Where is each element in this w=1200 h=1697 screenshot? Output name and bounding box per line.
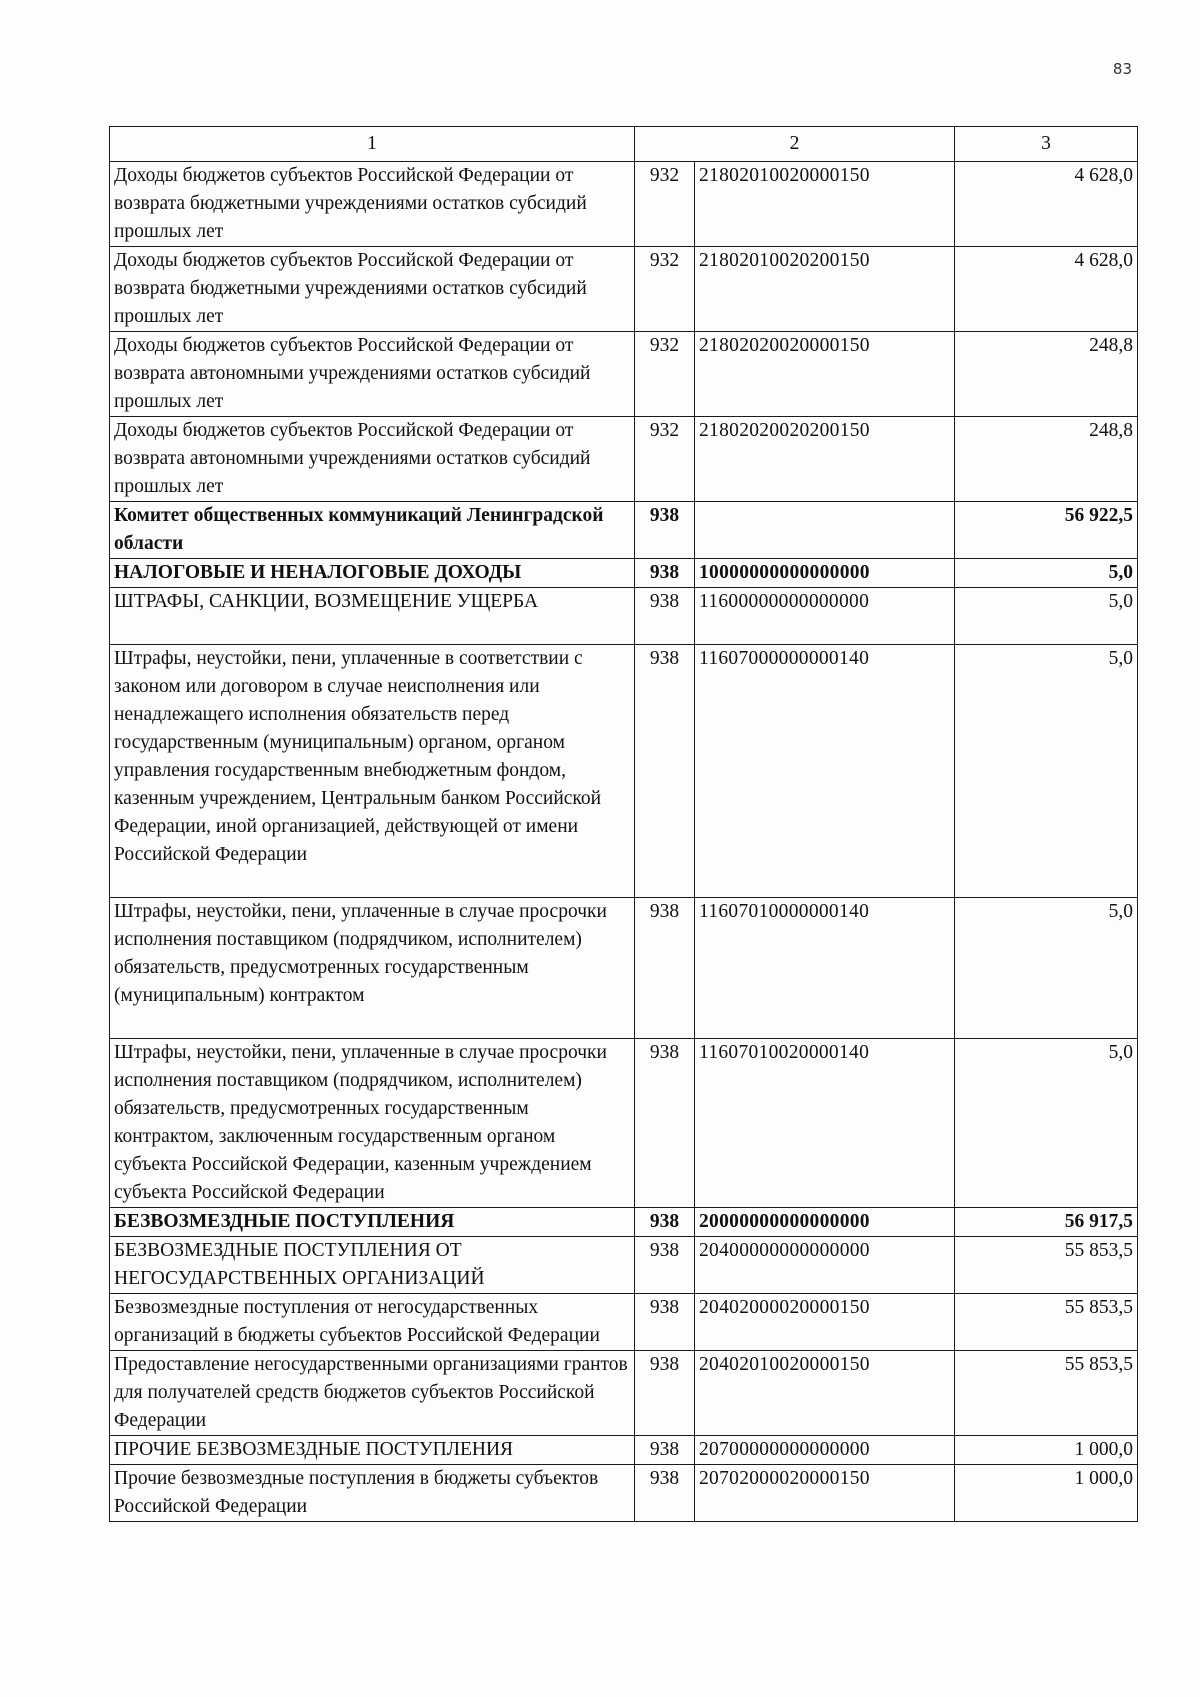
row-amount: 55 853,5 [955, 1237, 1138, 1294]
row-admin-code: 938 [635, 1208, 695, 1237]
row-name: Доходы бюджетов субъектов Российской Федерации от возврата автономными учреждениями остатков субсидий прошлых лет [110, 332, 635, 417]
row-budget-code: 20702000020000150 [695, 1465, 955, 1522]
row-name: Доходы бюджетов субъектов Российской Федерации от возврата бюджетными учреждениями остатков субсидий прошлых лет [110, 247, 635, 332]
row-name: Предоставление негосударственными организациями грантов для получателей средств бюджетов субъектов Российской Федерации [110, 1351, 635, 1436]
row-budget-code: 21802020020200150 [695, 417, 955, 502]
row-budget-code: 11607010000000140 [695, 898, 955, 1039]
row-budget-code: 21802020020000150 [695, 332, 955, 417]
table-row [110, 1436, 1138, 1465]
row-name: ПРОЧИЕ БЕЗВОЗМЕЗДНЫЕ ПОСТУПЛЕНИЯ [110, 1436, 635, 1465]
row-amount: 55 853,5 [955, 1294, 1138, 1351]
row-admin-code: 938 [635, 588, 695, 645]
row-amount: 5,0 [955, 559, 1138, 588]
budget-revenue-table [109, 126, 1138, 1522]
row-budget-code: 21802010020200150 [695, 247, 955, 332]
row-name: НАЛОГОВЫЕ И НЕНАЛОГОВЫЕ ДОХОДЫ [110, 559, 635, 588]
row-admin-code: 938 [635, 1294, 695, 1351]
row-admin-code: 938 [635, 1039, 695, 1208]
row-amount: 4 628,0 [955, 162, 1138, 247]
row-name: Комитет общественных коммуникаций Ленинградской области [110, 502, 635, 559]
row-name: Прочие безвозмездные поступления в бюджеты субъектов Российской Федерации [110, 1465, 635, 1522]
row-amount: 5,0 [955, 898, 1138, 1039]
row-admin-code: 938 [635, 1436, 695, 1465]
row-budget-code: 20700000000000000 [695, 1436, 955, 1465]
table-row [110, 1351, 1138, 1436]
row-admin-code: 932 [635, 417, 695, 502]
table-row [110, 247, 1138, 332]
table-row [110, 417, 1138, 502]
row-admin-code: 938 [635, 559, 695, 588]
table-row-section [110, 502, 1138, 559]
table-row [110, 1237, 1138, 1294]
row-name: Штрафы, неустойки, пени, уплаченные в случае просрочки исполнения поставщиком (подрядчиком, исполнителем) обязательств, предусмотренных государственным (муниципальным) контрактом [110, 898, 635, 1039]
row-amount: 1 000,0 [955, 1465, 1138, 1522]
row-admin-code: 938 [635, 898, 695, 1039]
row-amount: 55 853,5 [955, 1351, 1138, 1436]
row-amount: 5,0 [955, 1039, 1138, 1208]
row-budget-code: 20400000000000000 [695, 1237, 955, 1294]
row-admin-code: 938 [635, 645, 695, 898]
row-admin-code: 938 [635, 1237, 695, 1294]
table-row [110, 645, 1138, 898]
table-row [110, 1465, 1138, 1522]
row-name: Доходы бюджетов субъектов Российской Федерации от возврата бюджетными учреждениями остатков субсидий прошлых лет [110, 162, 635, 247]
row-name: БЕЗВОЗМЕЗДНЫЕ ПОСТУПЛЕНИЯ [110, 1208, 635, 1237]
row-amount: 4 628,0 [955, 247, 1138, 332]
table-row-section [110, 1208, 1138, 1237]
row-budget-code: 11607010020000140 [695, 1039, 955, 1208]
row-budget-code: 10000000000000000 [695, 559, 955, 588]
table-row [110, 162, 1138, 247]
row-amount: 248,8 [955, 417, 1138, 502]
row-budget-code: 11607000000000140 [695, 645, 955, 898]
row-admin-code: 932 [635, 247, 695, 332]
row-budget-code: 20402010020000150 [695, 1351, 955, 1436]
page-number: 83 [1112, 60, 1132, 78]
row-admin-code: 938 [635, 1465, 695, 1522]
row-admin-code: 938 [635, 502, 695, 559]
row-name: Штрафы, неустойки, пени, уплаченные в соответствии с законом или договором в случае неисполнения или ненадлежащего исполнения обязательств перед государственным (муниципальным) органом, органом управления государственным внебюджетным фондом, казенным учреждением, Центральным банком Российской Федерации, иной организацией, действующей от имени Российской Федерации [110, 645, 635, 898]
table-row [110, 588, 1138, 645]
row-amount: 56 917,5 [955, 1208, 1138, 1237]
row-amount: 56 922,5 [955, 502, 1138, 559]
row-budget-code [695, 502, 955, 559]
table-row [110, 332, 1138, 417]
table-row-section [110, 559, 1138, 588]
header-col-3: 3 [955, 127, 1138, 162]
row-budget-code: 11600000000000000 [695, 588, 955, 645]
row-name: Доходы бюджетов субъектов Российской Федерации от возврата автономными учреждениями остатков субсидий прошлых лет [110, 417, 635, 502]
row-budget-code: 20402000020000150 [695, 1294, 955, 1351]
row-name: БЕЗВОЗМЕЗДНЫЕ ПОСТУПЛЕНИЯ ОТ НЕГОСУДАРСТВЕННЫХ ОРГАНИЗАЦИЙ [110, 1237, 635, 1294]
row-admin-code: 932 [635, 332, 695, 417]
row-admin-code: 938 [635, 1351, 695, 1436]
table-row [110, 898, 1138, 1039]
row-amount: 5,0 [955, 645, 1138, 898]
row-name: Безвозмездные поступления от негосударственных организаций в бюджеты субъектов Российской Федерации [110, 1294, 635, 1351]
row-amount: 1 000,0 [955, 1436, 1138, 1465]
header-col-2: 2 [635, 127, 955, 162]
table-header-row [110, 127, 1138, 162]
row-name: Штрафы, неустойки, пени, уплаченные в случае просрочки исполнения поставщиком (подрядчиком, исполнителем) обязательств, предусмотренных государственным контрактом, заключенным государственным органом субъекта Российской Федерации, казенным учреждением субъекта Российской Федерации [110, 1039, 635, 1208]
row-amount: 5,0 [955, 588, 1138, 645]
row-amount: 248,8 [955, 332, 1138, 417]
row-budget-code: 20000000000000000 [695, 1208, 955, 1237]
row-admin-code: 932 [635, 162, 695, 247]
table-row [110, 1294, 1138, 1351]
table-row [110, 1039, 1138, 1208]
row-name: ШТРАФЫ, САНКЦИИ, ВОЗМЕЩЕНИЕ УЩЕРБА [110, 588, 635, 645]
header-col-1: 1 [110, 127, 635, 162]
row-budget-code: 21802010020000150 [695, 162, 955, 247]
